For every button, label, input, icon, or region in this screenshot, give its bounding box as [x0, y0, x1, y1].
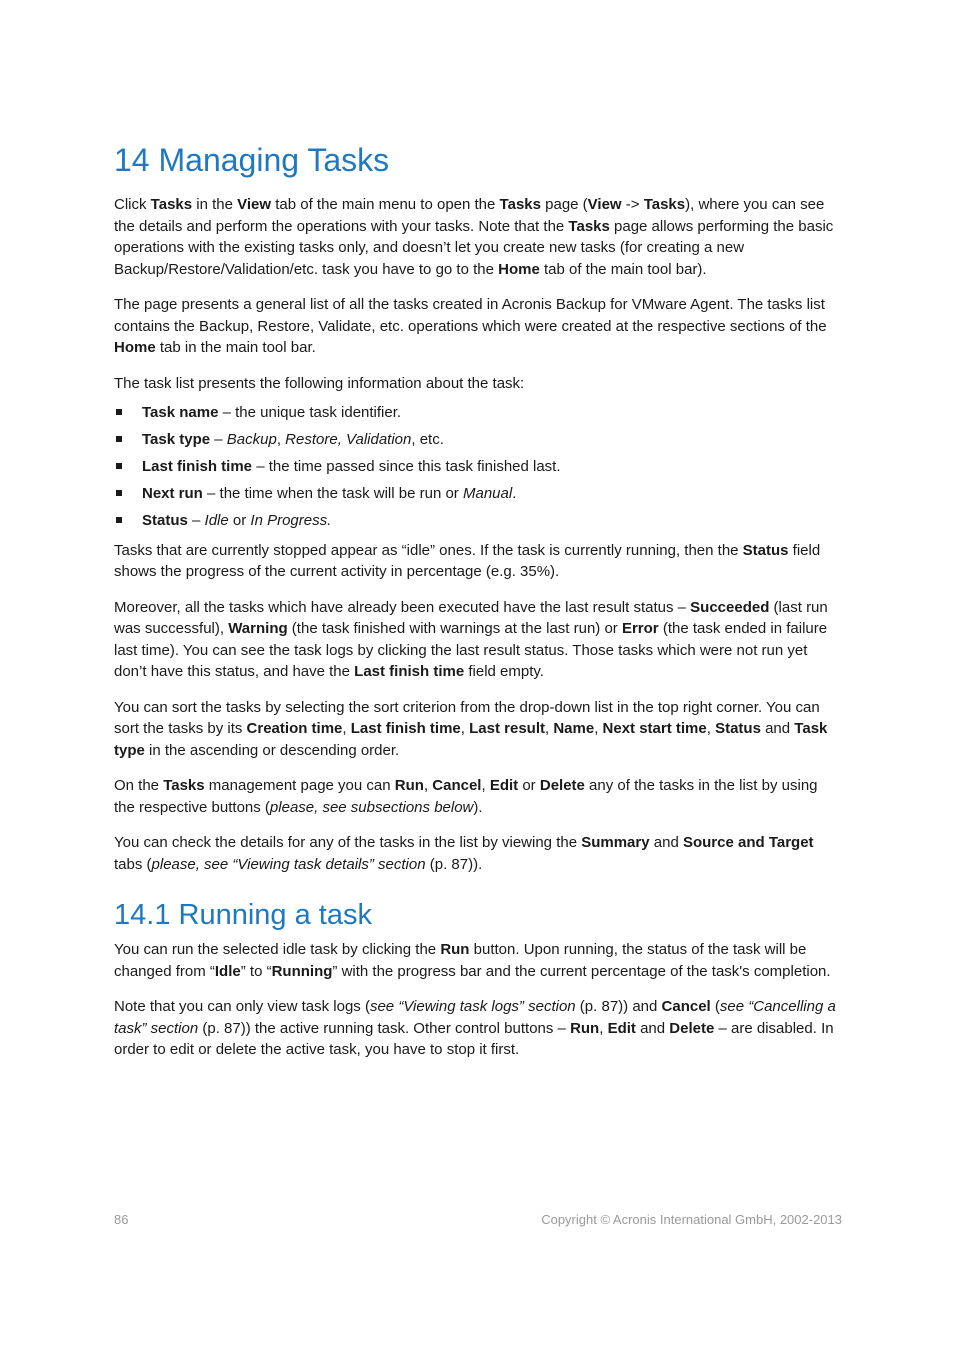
italic-term: In Progress. — [250, 512, 332, 529]
square-bullet-icon — [116, 517, 122, 523]
text-run: in the — [192, 196, 238, 213]
list-intro-paragraph — [114, 373, 842, 395]
page-title: 14 Managing Tasks — [114, 142, 390, 178]
task-info-list — [114, 402, 842, 532]
section-heading: 14.1 Running a task — [114, 899, 372, 931]
list-item — [114, 429, 842, 451]
italic-term: Idle — [204, 512, 229, 529]
idle-paragraph — [114, 540, 842, 583]
square-bullet-icon — [116, 490, 122, 496]
text-run: (p. 87)). — [425, 855, 483, 873]
bold-term: Home — [498, 260, 540, 278]
text-run: (p. 87)) the active running task. Other control buttons – — [198, 1019, 571, 1037]
bold-term: Last finish time — [142, 458, 253, 475]
text-run: . — [512, 485, 517, 502]
text-run: (the task finished with warnings at the last run) or — [287, 620, 622, 637]
bold-term: Last finish time — [354, 663, 465, 680]
text-run: On the — [114, 777, 164, 794]
bold-term: Edit — [607, 1019, 636, 1037]
bold-term: Home — [114, 339, 156, 356]
text-run: field shows the progress of the current activity in percentage (e.g. 35%). — [114, 541, 821, 580]
bold-term: Run — [394, 777, 424, 794]
intro-paragraph — [114, 194, 842, 280]
text-run: management page you can — [204, 777, 395, 794]
bold-term: Tasks — [150, 196, 193, 213]
text-run: ), where you can see the details and perform the operations with your tasks. Note that the — [114, 196, 825, 235]
text-run: (the task ended in failure last time). You can see the task logs by clicking the last result status. Those tasks which were not run yet don’t have this status, and have the — [114, 620, 828, 680]
text-run: , — [706, 720, 716, 737]
bold-term: Idle — [214, 962, 241, 980]
text-run: Note that you can only view task logs ( — [114, 998, 370, 1015]
text-run: The task list presents the following information about the task: — [114, 374, 525, 392]
text-run: , — [594, 720, 603, 737]
bold-term: Tasks — [163, 777, 205, 794]
bold-term: Status — [715, 720, 761, 737]
text-run: tab of the main menu to open the — [271, 196, 500, 213]
bold-term: Warning — [228, 620, 288, 637]
bold-term: Status — [142, 512, 188, 529]
text-run: in the ascending or descending order. — [144, 741, 400, 759]
text-run: tab in the main tool bar. — [155, 339, 316, 356]
actions-paragraph — [114, 775, 842, 818]
text-run: any of the tasks in the list by using the respective buttons ( — [114, 777, 818, 816]
text-run: – — [187, 512, 205, 529]
text-run: , — [481, 777, 490, 794]
text-run: and — [649, 834, 683, 851]
text-run: – — [210, 431, 227, 448]
text-run: , etc. — [411, 431, 444, 448]
text-run: button. Upon running, the status of the task will be changed from “ — [114, 941, 807, 980]
bold-term: Running — [271, 962, 333, 980]
run-paragraph — [114, 939, 842, 982]
bold-term: Task name — [142, 404, 219, 421]
bold-term: Source and Target — [682, 834, 814, 851]
document-body — [114, 140, 842, 1075]
text-run: , — [599, 1019, 608, 1037]
text-run: Click — [114, 196, 151, 213]
italic-term: Restore, Validation — [285, 431, 412, 448]
text-run: The page presents a general list of all the tasks created in Acronis Backup for VMware Agent. The tasks list contains the Backup, Restore, Validate, etc. operations which were created at the respective sections of the — [114, 296, 827, 335]
overview-paragraph — [114, 294, 842, 359]
text-run: You can sort the tasks by selecting the sort criterion from the drop-down list in the top right corner. You can sort the tasks by its — [114, 698, 820, 737]
result-status-paragraph — [114, 597, 842, 683]
list-item — [114, 456, 842, 478]
text-run: , — [544, 720, 554, 737]
text-run: You can check the details for any of the tasks in the list by viewing the — [114, 834, 582, 851]
text-run: page ( — [540, 196, 588, 213]
text-run: – the time passed since this task finished last. — [252, 458, 561, 475]
bold-term: Tasks — [568, 217, 610, 235]
italic-term: see “Viewing task logs” section — [369, 998, 576, 1015]
bold-term: Creation time — [246, 720, 343, 737]
text-run: – the time when the task will be run or — [202, 485, 463, 502]
text-run: -> — [621, 196, 644, 213]
bold-term: Delete — [669, 1019, 715, 1037]
text-run: tab of the main tool bar). — [539, 260, 707, 278]
bold-term: Summary — [581, 834, 650, 851]
text-run: Moreover, all the tasks which have already been executed have the last result status – — [114, 598, 691, 616]
bold-term: Edit — [489, 777, 519, 794]
italic-term: please, see “Viewing task details” section — [151, 855, 426, 873]
text-run: , — [342, 720, 351, 737]
text-run: You can run the selected idle task by clicking the — [114, 941, 441, 958]
list-item — [114, 510, 842, 532]
page-number: 86 — [114, 1212, 129, 1227]
text-run: or — [228, 512, 251, 529]
bold-term: Last finish time — [350, 720, 461, 737]
note-paragraph — [114, 996, 842, 1061]
text-run: or — [518, 777, 540, 794]
text-run: , — [423, 777, 433, 794]
text-run: – are disabled. In order to edit or delete the active task, you have to stop it first. — [114, 1019, 834, 1058]
text-run: , — [460, 720, 470, 737]
bold-term: Last result — [469, 720, 545, 737]
text-run: , — [276, 431, 286, 448]
text-run: and — [760, 720, 795, 737]
text-run: ( — [710, 998, 720, 1015]
bold-term: Status — [742, 541, 789, 559]
text-run: ” with the progress bar and the current percentage of the task's completion. — [332, 962, 831, 980]
italic-term: Backup — [226, 431, 277, 448]
bold-term: Run — [570, 1019, 600, 1037]
bold-term: Tasks — [643, 196, 686, 213]
italic-term: please, see subsections below — [269, 798, 474, 816]
italic-term: see “Cancelling a task” section — [114, 998, 836, 1037]
bold-term: View — [237, 196, 272, 213]
text-run: page allows performing the basic operations with the existing tasks only, and doesn’t let you create new tasks (for creating a new Backup/Restore/Validation/etc. task you have to go to the — [114, 217, 834, 278]
bold-term: Task type — [114, 720, 828, 759]
square-bullet-icon — [116, 409, 122, 415]
text-run: and — [635, 1019, 670, 1037]
italic-term: Manual — [462, 485, 513, 502]
bold-term: Next start time — [602, 720, 707, 737]
copyright-notice: Copyright © Acronis International GmbH, 2002-2013 — [541, 1212, 842, 1227]
bold-term: Cancel — [661, 998, 711, 1015]
square-bullet-icon — [116, 463, 122, 469]
bold-term: Delete — [539, 777, 585, 794]
list-item — [114, 402, 842, 424]
bold-term: Cancel — [432, 777, 482, 794]
bold-term: View — [587, 196, 622, 213]
sorting-paragraph — [114, 697, 842, 762]
bold-term: Error — [621, 620, 659, 637]
bold-term: Succeeded — [690, 598, 770, 616]
details-paragraph — [114, 832, 842, 875]
text-run: – the unique task identifier. — [218, 404, 402, 421]
text-run: tabs ( — [114, 855, 152, 873]
text-run: (p. 87)) and — [575, 998, 662, 1015]
text-run: Tasks that are currently stopped appear as “idle” ones. If the task is currently running, then the — [114, 541, 743, 559]
text-run: field empty. — [464, 663, 544, 680]
square-bullet-icon — [116, 436, 122, 442]
bold-term: Tasks — [499, 196, 541, 213]
bold-term: Name — [553, 720, 595, 737]
text-run: ). — [473, 798, 483, 816]
text-run: ” to “ — [240, 962, 272, 980]
bold-term: Next run — [142, 485, 203, 502]
bold-term: Run — [440, 941, 470, 958]
list-item — [114, 483, 842, 505]
text-run: (last run was successful), — [114, 598, 828, 637]
bold-term: Task type — [142, 431, 211, 448]
